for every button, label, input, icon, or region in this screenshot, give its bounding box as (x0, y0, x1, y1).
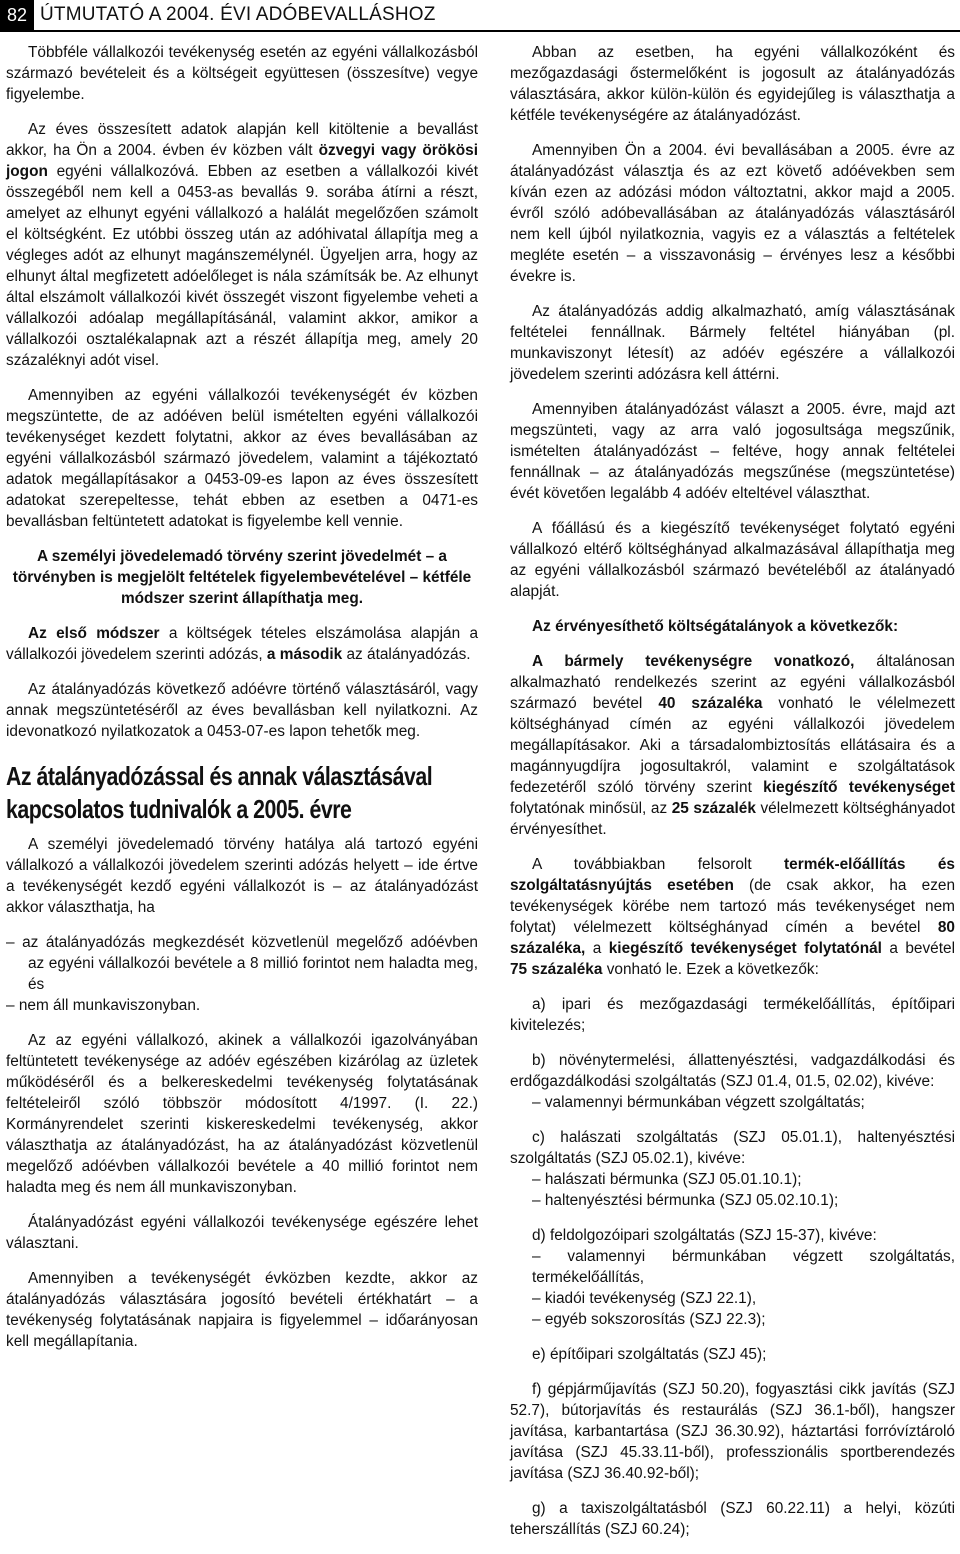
paragraph: Az átalányadózás addig alkalmazható, amíg választásának feltételei fennállnak. Bármely feltétel hiányában (pl. munkaviszonyt létesít) az adóév egészére a vállalkozói jövedelem szerinti adózásra kell áttérni. (510, 303, 955, 383)
paragraph: Az az egyéni vállalkozó, akinek a vállalkozói igazolványában feltüntetett tevékenysége az adóév egészében kizárólag az üzletek működéséről és a belkereskedelmi tevékenység folytatásának feltételeiről szóló többször módosított 4/1997. (I. 22.) Kormányrendelet szerinti kiskereskedelmi tevékenység, akkor választhatja az átalányadózást, ha az átalányadózást közvetlenül megelőző adóévben vállalkozói bevétele a 40 millió forintot nem haladta meg és nem áll munkaviszonyban. (6, 1032, 478, 1196)
text-run: egyéni vállalkozóvá. Ebben az esetben a vállalkozói kivét összegéből nem kell a 0453-as bevallás 9. sorába átírni a részt, amelyet az elhunyt egyéni vállalkozó a halálát megelőzően számolt el költségként. Ez utóbbi összeg után az adóhivatal állapítja meg a végleges adót az elhunyt magánszemélynél. Ügyeljen arra, hogy az elhunyt által megfizetett adóelőleget is nála számítsák be. Az elhunyt által elszámolt vállalkozói kivét összegét viszont figyelembe veheti a vállalkozói adóalap megállapításánál, valamint akkor, amikor a vállalkozói osztalékalapnak azt a részét állapítja meg, amely 20 százaléknyi adót visel. (6, 163, 478, 369)
text-run: Az éves összesített adatok alapján kell kitöltenie a bevallást akkor, ha Ön a 2004. évben év közben vált (6, 121, 478, 159)
paragraph: Amennyiben az egyéni vállalkozói tevékenységét év közben megszüntette, de az adóéven belül ismételten egyéni vállalkozói tevékenységet kezdett folytatni, akkor az éves bevallásában az egyéni vállalkozásból származó jövedelem, valamint a tájékoztató adatok megállapításakor a 0453-09-es lapon az éves összesített adatokat szerepeltesse, tehát ebben az esetben a 0471-es bevallásban feltüntetett adatokat is figyelembe kell vennie. (6, 387, 478, 530)
list-item-b: b) növénytermelési, állattenyésztési, vadgazdálkodási és erdőgazdálkodási szolgáltatás (SZJ 01.4, 01.5, 02.02), kivéve: (510, 1052, 955, 1090)
list-item: – nem áll munkaviszonyban. (6, 997, 201, 1014)
list-item: – az átalányadózás megkezdését közvetlenül megelőző adóévben az egyéni vállalkozói bevétele a 8 millió forintot nem haladta meg, és (6, 934, 478, 993)
text-run: a költségek tételes elszámolása alapján a vállalkozói jövedelem szerinti adózás, (6, 625, 478, 663)
list-item-g: g) a taxiszolgáltatásból (SZJ 60.22.11) a helyi, közúti teherszállítás (SZJ 60.24); (510, 1500, 955, 1538)
page-header (0, 0, 960, 32)
sub-item: – haltenyésztési bérmunka (SZJ 05.02.10.1); (532, 1192, 839, 1209)
bold-run: kiegészítő tevékenységet (763, 779, 955, 796)
text-run: A továbbiakban felsorolt (532, 856, 785, 873)
bold-statement: A személyi jövedelemadó törvény szerint jövedelmét – a törvényben is megjelölt feltételek figyelembevételével – kétféle módszer szerint állapíthatja meg. (12, 548, 472, 607)
text-run: (de csak akkor, ha ezen tevékenységek körébe nem tartozó más tevékenységet nem folytat) vélelmezett költséghányad címén a bevétel (510, 877, 956, 936)
bold-run: 80 százaléka, (510, 919, 955, 957)
bold-run: 75 százaléka (510, 961, 603, 978)
bold-run: Az első módszer (28, 625, 160, 642)
paragraph: A személyi jövedelemadó törvény hatálya alá tartozó egyéni vállalkozó a vállalkozói jövedelem szerinti adózás helyett – ide értve a tevékenységét kezdő egyéni vállalkozót is – az átalányadózást akkor választhatja, ha (6, 836, 478, 916)
page-number: 82 (0, 0, 34, 30)
text-run: vonható le. Ezek a következők: (602, 961, 819, 978)
list-item-d: d) feldolgozóipari szolgáltatás (SZJ 15-37), kivéve: (532, 1227, 877, 1244)
paragraph: Amennyiben a tevékenységét évközben kezdte, akkor az átalányadózás választására jogosító bevételi értékhatárt – a tevékenység folytatásának napjaira is figyelemmel – időarányosan kell megállapítania. (6, 1270, 478, 1350)
running-title: ÚTMUTATÓ A 2004. ÉVI ADÓBEVALLÁSHOZ (40, 4, 436, 25)
bold-run: a második (266, 646, 343, 663)
bold-run: A bármely tevékenységre vonatkozó, (532, 653, 855, 670)
text-run: folytatónak minősül, az (510, 800, 672, 817)
paragraph: Amennyiben átalányadózást választ a 2005. évre, majd azt megszünteti, vagy az arra való jogosultsága megszűnik, ismételten átalányadózást – feltéve, hogy annak feltételei fennállnak – az átalányadózás megszűnése (megszüntetése) évét követően legalább 4 adóév elteltével választhat. (510, 401, 955, 502)
text-run: az átalányadózás. (342, 646, 471, 663)
list-item-e: e) építőipari szolgáltatás (SZJ 45); (532, 1346, 767, 1363)
text-run: a bevétel (881, 940, 955, 957)
paragraph: A főállású és a kiegészítő tevékenységet folytató egyéni vállalkozó eltérő költséghányad alkalmazásával állapíthatja meg az egyéni vállalkozásból származó bevételéből az átalányadó alapját. (510, 520, 955, 600)
paragraph: Az átalányadózás következő adóévre történő választásáról, vagy annak megszüntetéséről az éves bevallásban kell nyilatkoznі. Az idevonatkozó nyilatkozatok a 0453-07-es lapon tehetők meg. (6, 681, 478, 740)
paragraph (510, 854, 955, 980)
paragraph: Többféle vállalkozói tevékenység esetén az egyéni vállalkozásból származó bevételeit és a költségeit együttesen (összesítve) vegye figyelembe. (6, 44, 478, 103)
text-run: a (585, 940, 609, 957)
subheading: Az érvényesíthető költségátalányok a következők: (532, 618, 899, 635)
sub-item: – egyéb sokszorosítás (SZJ 22.3); (532, 1311, 766, 1328)
sub-item: – valamennyi bérmunkában végzett szolgáltatás, termékelőállítás, (532, 1248, 955, 1286)
sub-item: – halászati bérmunka (SZJ 05.01.10.1); (532, 1171, 802, 1188)
bold-run: 25 százalék (671, 800, 756, 817)
list-item-a: a) ipari és mezőgazdasági termékelőállítás, építőipari kivitelezés; (510, 996, 955, 1034)
paragraph (6, 623, 478, 665)
paragraph: Amennyiben Ön a 2004. évi bevallásában a 2005. évre az átalányadózást választja és az ezt követő adóévekben sem kíván ezen az adózási módon változtatni, akkor majd a 2005. évről szóló adóbevallásában az átalányadózás választásáról nem kell újból nyilatkoznia, vagyis ez a választás a feltételek megléte esetén – a visszavonásig – érvényes lesz a későbbi évekre is. (510, 142, 955, 285)
bold-run: kiegészítő tevékenységet folytatónál (608, 940, 882, 957)
paragraph (6, 119, 478, 371)
text-run: általánosan alkalmazható rendelkezés szerint az egyéni vállalkozásból származó bevétel (510, 653, 955, 712)
bold-run: 40 százaléka (658, 695, 763, 712)
list-item-c: c) halászati szolgáltatás (SZJ 05.01.1), haltenyésztési szolgáltatás (SZJ 05.02.1), kivéve: (510, 1129, 955, 1167)
left-column (6, 42, 478, 1366)
right-column (510, 42, 955, 1554)
text-run: vonható le vélelmezett költséghányad címén az egyéni vállalkozói jövedelem megállapításakor. Aki a társadalombiztosítás ellátásaira és a magánnyugdíjra jogosultakról, valamint e szolgáltatások fedezetéről szóló törvény szerint (510, 695, 955, 796)
text-run: vélelmezett költséghányadot érvényesíthet. (510, 800, 955, 838)
sub-item: – valamennyi bérmunkában végzett szolgáltatás; (532, 1094, 865, 1111)
paragraph: Átalányadózást egyéni vállalkozói tevékenysége egészére lehet választani. (6, 1214, 478, 1252)
bold-run: özvegyi vagy örökösi jogon (6, 142, 478, 180)
paragraph: Abban az esetben, ha egyéni vállalkozóként és mezőgazdasági őstermelőként is jogosult az átalányadózás választására, akkor külön-külön és egyidejűleg is választhatja a kétféle tevékenységére az átalányadózást. (510, 44, 955, 124)
paragraph (510, 651, 955, 840)
sub-item: – kiadói tevékenység (SZJ 22.1), (532, 1290, 757, 1307)
bold-run: termék-előállítás és szolgáltatásnyújtás esetében (510, 856, 955, 894)
section-heading: Az átalányadózással és annak választásával kapcsolatos tudnivalók a 2005. évre (6, 761, 433, 824)
list-item-f: f) gépjárműjavítás (SZJ 50.20), fogyasztási cikk javítás (SZJ 52.7), bútorjavítás és restaurálás (SZJ 36.1-ből), hangszer javítása, karbantartása (SZJ 36.30.92), háztartási forróvíztároló javítása (SZJ 45.33.11-ből), professzionális sportberendezés javítása (SZJ 36.40.92-ből); (510, 1381, 955, 1482)
